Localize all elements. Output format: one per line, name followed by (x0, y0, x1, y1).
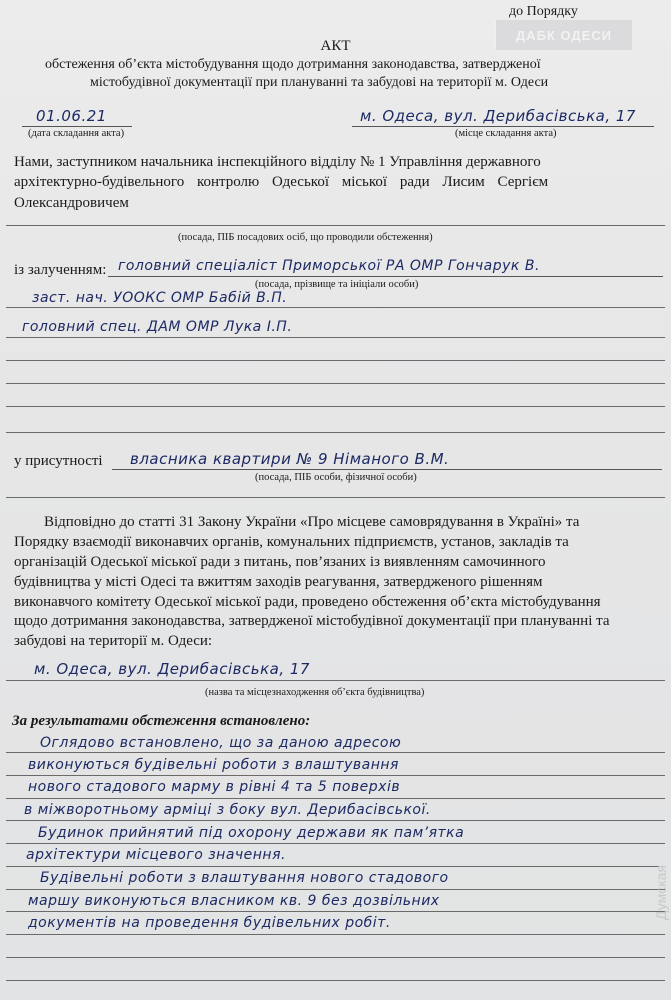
result-rule (6, 820, 665, 821)
act-subtitle-2: містобудівної документації при плануванні та забудові на території м. Одеси (90, 75, 549, 90)
object-caption: (назва та місцезнаходження об’єкта будівництва) (205, 687, 425, 698)
involved-rule-7 (6, 432, 665, 433)
involved-rule-2 (6, 307, 665, 308)
result-line: виконуються будівельні роботи з влаштування (28, 757, 399, 773)
presence-underline (112, 469, 662, 470)
date-caption: (дата складання акта) (28, 128, 125, 139)
object-underline (6, 680, 665, 681)
act-subtitle-1: обстеження об’єкта містобудування щодо дотримання законодавства, затвердженої (45, 57, 541, 72)
results-heading: За результатами обстеження встановлено: (12, 713, 311, 729)
result-rule (6, 957, 665, 958)
place-value: м. Одеса, вул. Дерибасівська, 17 (360, 107, 636, 125)
result-rule (6, 889, 665, 890)
basis-line-4: будівництва у місті Одесі та вжиттям заходів реагування, затвердженого рішенням (14, 574, 543, 590)
involved-underline-1 (108, 276, 663, 277)
object-value: м. Одеса, вул. Дерибасівська, 17 (34, 660, 310, 678)
inspectors-rule (6, 225, 665, 226)
result-rule (6, 752, 665, 753)
involved-entry-2: заст. нач. УООКС ОМР Бабій В.П. (32, 290, 288, 306)
result-line: в міжворотньому арміці з боку вул. Дерибасівської. (24, 802, 431, 818)
involved-label: із залученням: (14, 262, 107, 278)
result-rule (6, 866, 665, 867)
result-rule (6, 911, 665, 912)
involved-rule-6 (6, 406, 665, 407)
result-rule (6, 980, 665, 981)
act-title: АКТ (320, 38, 351, 54)
inspectors-caption: (посада, ПІБ посадових осіб, що проводили обстеження) (178, 232, 433, 243)
basis-line-1: Відповідно до статті 31 Закону України «Про місцеве самоврядування в Україні» та (44, 514, 580, 530)
involved-rule-3 (6, 337, 665, 338)
result-line: Будинок прийнятий під охорону держави як пам’ятка (38, 825, 465, 841)
basis-line-7: забудові на території м. Одеси: (14, 633, 213, 649)
presence-caption: (посада, ПІБ особи, фізичної особи) (255, 472, 417, 483)
date-underline (22, 126, 132, 127)
basis-line-6: щодо дотримання законодавства, затвердженої містобудівної документації при плануванні та (14, 613, 610, 629)
result-rule (6, 798, 665, 799)
basis-line-2: Порядку взаємодії виконавчих органів, комунальних підприємств, установ, закладів та (14, 534, 569, 550)
involved-entry-3: головний спец. ДАМ ОМР Лука І.П. (22, 319, 293, 335)
inspectors-line-1: Нами, заступником начальника інспекційного відділу № 1 Управління державного (14, 154, 541, 170)
appendix-label: до Порядку (509, 4, 578, 19)
involved-rule-5 (6, 383, 665, 384)
place-caption: (місце складання акта) (455, 128, 557, 139)
presence-rule (6, 497, 665, 498)
inspectors-line-2: архітектурно-будівельного контролю Одеської міської ради Лисим Сергієм (14, 174, 549, 190)
date-value: 01.06.21 (36, 107, 107, 125)
result-rule (6, 775, 665, 776)
basis-line-5: виконавчого комітету Одеської міської ради, проведено обстеження об’єкта містобудування (14, 594, 601, 610)
involved-entry-1: головний спеціаліст Приморської РА ОМР Гончарук В. (118, 258, 540, 274)
place-underline (352, 126, 654, 127)
result-line: нового стадового марму в рівні 4 та 5 поверхів (28, 779, 401, 795)
presence-label: у присутності (14, 453, 103, 469)
result-rule (6, 843, 665, 844)
basis-line-3: організацій Одеської міської ради з питань, пов’язаних із виявленням самочинного (14, 554, 546, 570)
watermark-text: Думская (653, 864, 669, 920)
involved-caption: (посада, прізвище та ініціали особи) (255, 279, 419, 290)
result-line: документів на проведення будівельних робіт. (28, 915, 391, 931)
result-line: Оглядово встановлено, що за даною адресою (40, 735, 402, 751)
involved-rule-4 (6, 360, 665, 361)
result-line: маршу виконуються власником кв. 9 без дозвільних (28, 893, 440, 909)
inspectors-line-3: Олександровичем (14, 195, 129, 211)
result-line: Будівельні роботи з влаштування нового стадового (40, 870, 449, 886)
result-line: архітектури місцевого значення. (26, 847, 286, 863)
dabk-badge: ДАБК ОДЕСИ (494, 20, 632, 50)
presence-value: власника квартири № 9 Німаного В.М. (130, 450, 450, 468)
result-rule (6, 934, 665, 935)
